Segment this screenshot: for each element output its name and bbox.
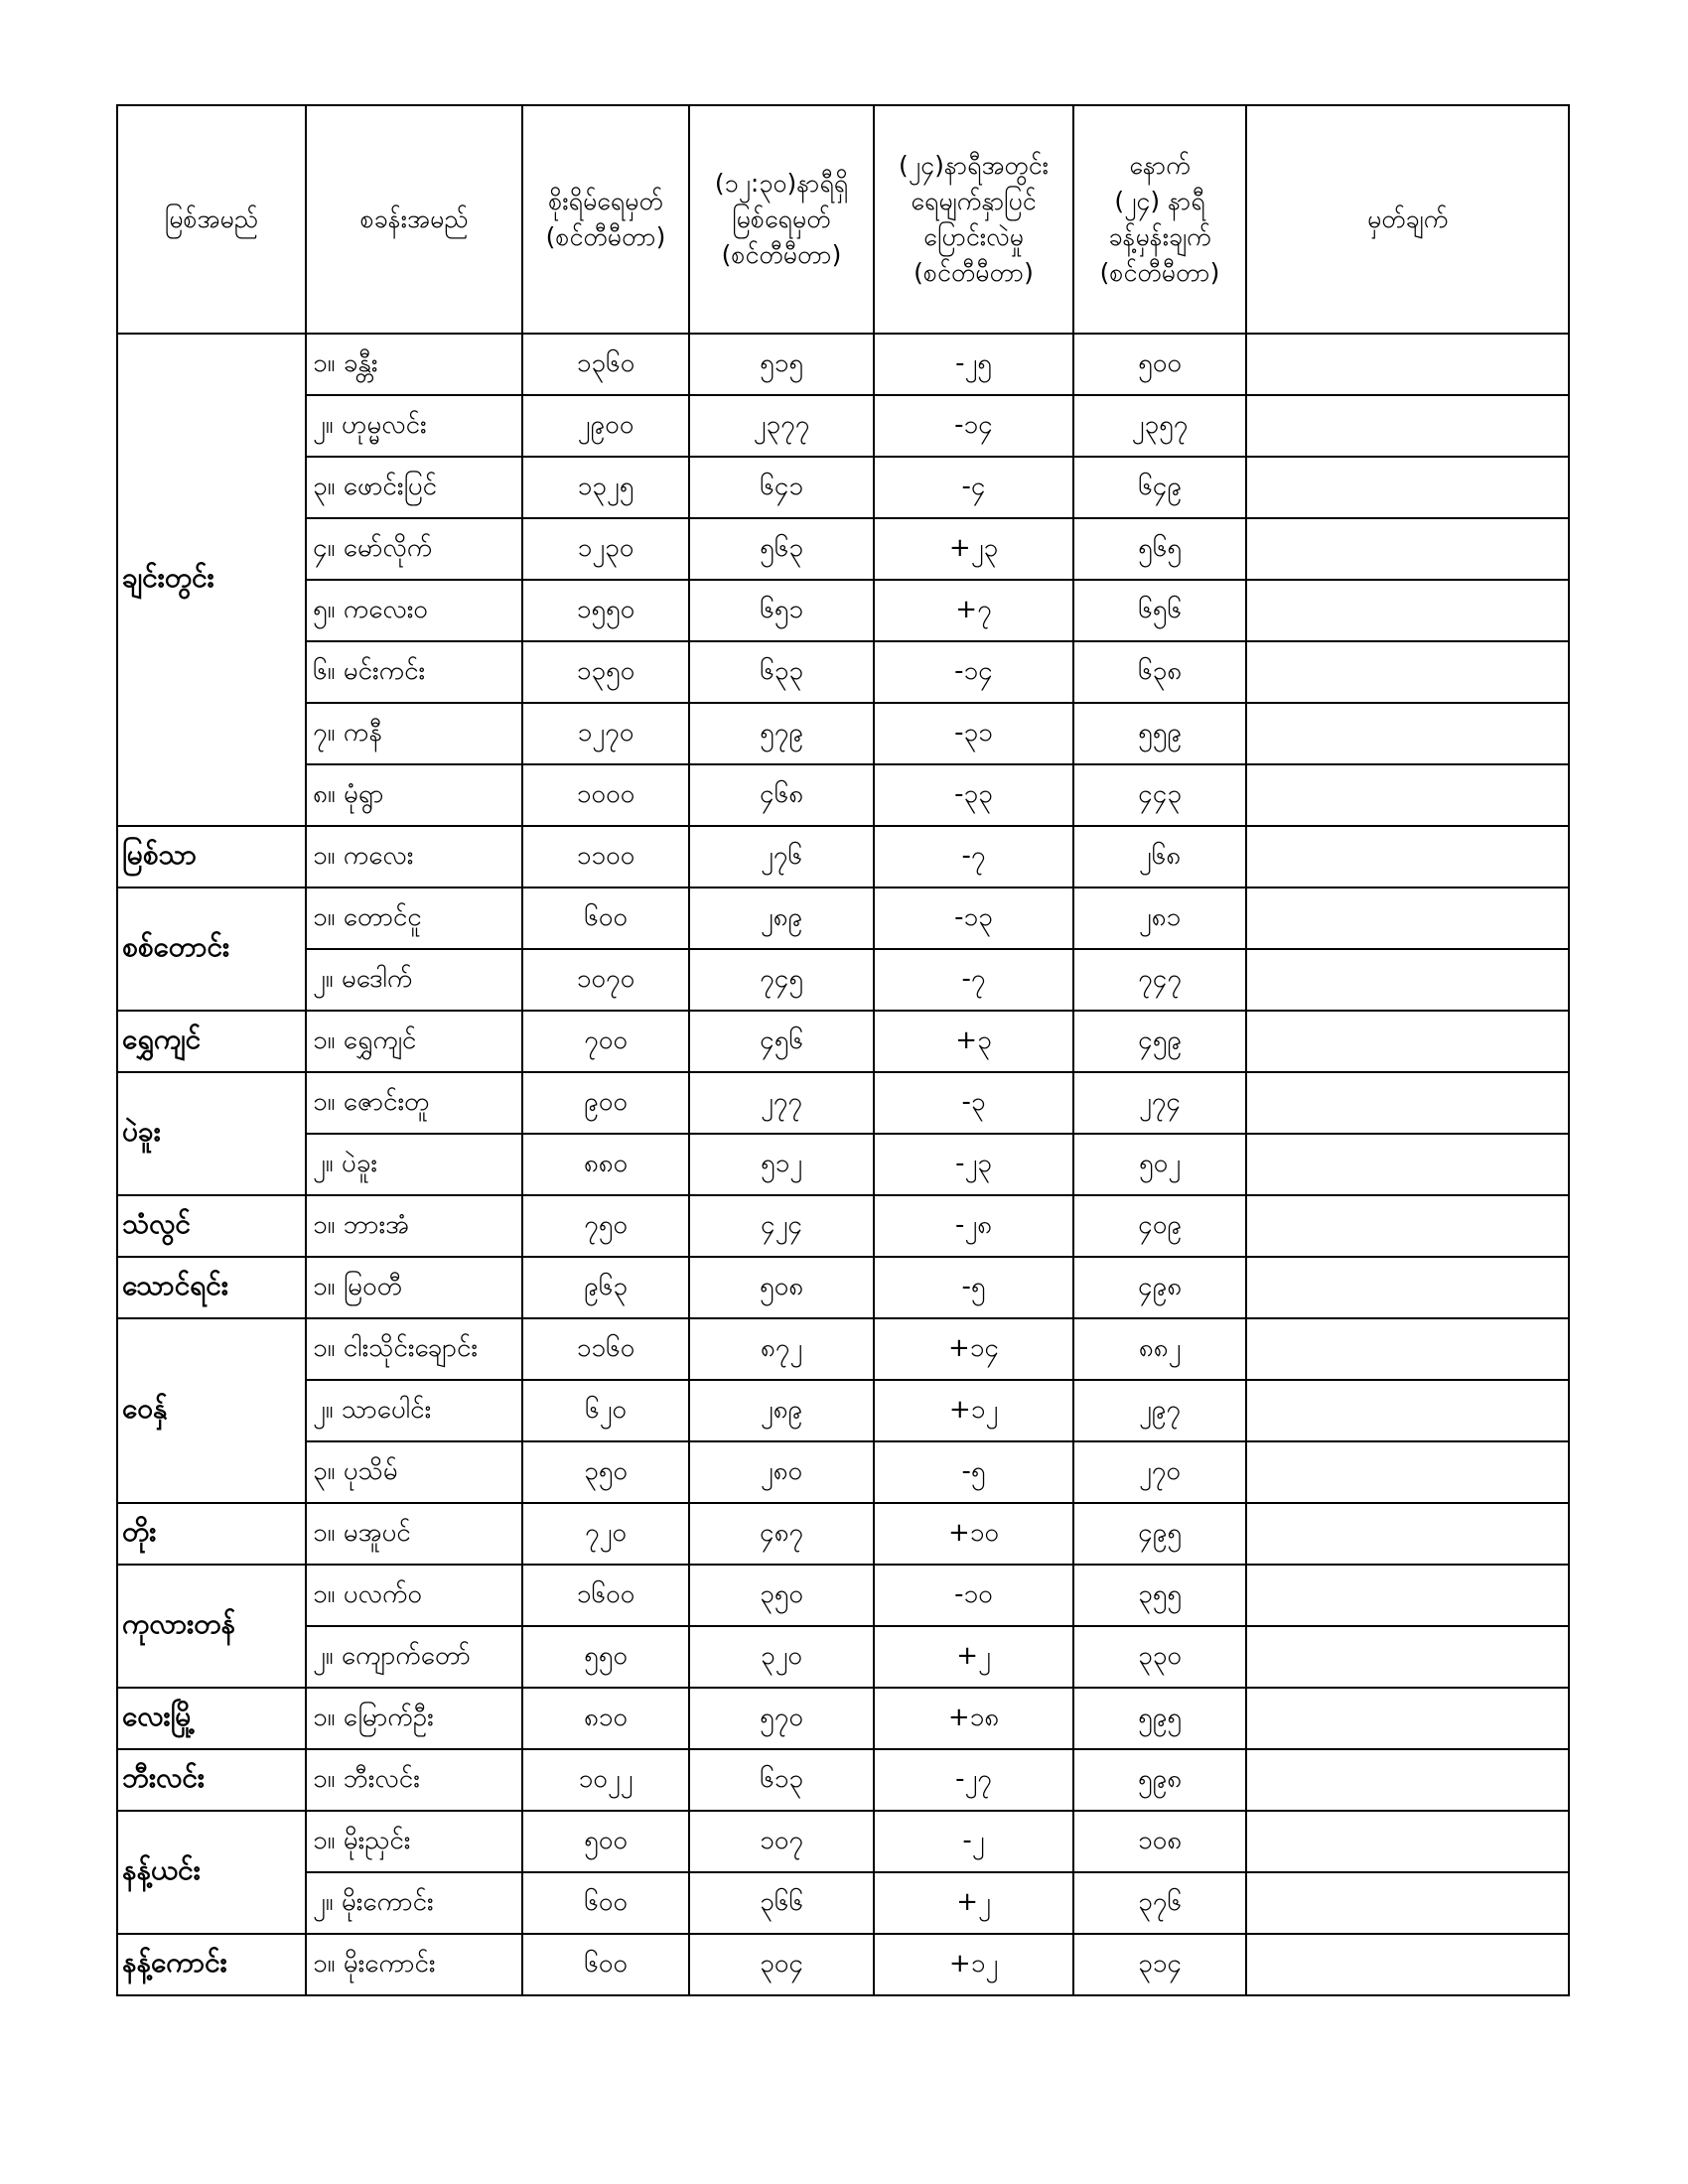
danger-level-cell: ၆၀၀ <box>522 1872 689 1934</box>
danger-level-cell: ၆၀၀ <box>522 887 689 949</box>
table-row <box>117 887 1569 949</box>
table-row <box>117 1934 1569 1995</box>
table-row <box>117 1688 1569 1749</box>
forecast-cell: ၄၅၉ <box>1073 1011 1246 1072</box>
forecast-cell: ၄၉၈ <box>1073 1257 1246 1318</box>
station-name-cell: ၁။ ကလေး <box>306 826 522 887</box>
danger-level-cell: ၁၀၇၀ <box>522 949 689 1011</box>
river-name-cell: ဘီးလင်း <box>117 1749 306 1811</box>
current-level-cell: ၆၅၁ <box>689 580 874 641</box>
table-row <box>117 641 1569 703</box>
danger-level-cell: ၅၅၀ <box>522 1626 689 1688</box>
remark-cell <box>1246 1503 1569 1565</box>
forecast-cell: ၅၉၈ <box>1073 1749 1246 1811</box>
table-row <box>117 1626 1569 1688</box>
header-24h-change: (၂၄)နာရီအတွင်း ရေမျက်နှာပြင် ပြောင်းလဲမှု (စင်တီမီတာ) <box>874 105 1073 334</box>
table-row <box>117 1072 1569 1134</box>
table-row <box>117 1749 1569 1811</box>
danger-level-cell: ၁၃၆၀ <box>522 334 689 395</box>
remark-cell <box>1246 764 1569 826</box>
change-cell: -၂ <box>874 1811 1073 1872</box>
danger-level-cell: ၁၀၂၂ <box>522 1749 689 1811</box>
danger-level-cell: ၃၅၀ <box>522 1441 689 1503</box>
change-cell: +၃ <box>874 1011 1073 1072</box>
current-level-cell: ၅၇၀ <box>689 1688 874 1749</box>
current-level-cell: ၈၇၂ <box>689 1318 874 1380</box>
change-cell: -၁၄ <box>874 641 1073 703</box>
forecast-cell: ၅၀၀ <box>1073 334 1246 395</box>
header-remark: မှတ်ချက် <box>1246 105 1569 334</box>
remark-cell <box>1246 887 1569 949</box>
station-name-cell: ၄။ မော်လိုက် <box>306 518 522 580</box>
table-row <box>117 1011 1569 1072</box>
danger-level-cell: ၇၅၀ <box>522 1195 689 1257</box>
change-cell: +၁၀ <box>874 1503 1073 1565</box>
forecast-cell: ၃၇၆ <box>1073 1872 1246 1934</box>
remark-cell <box>1246 518 1569 580</box>
change-cell: -၁၃ <box>874 887 1073 949</box>
river-name-cell: ကုလားတန် <box>117 1565 306 1688</box>
danger-level-cell: ၁၃၅၀ <box>522 641 689 703</box>
forecast-cell: ၂၆၈ <box>1073 826 1246 887</box>
table-row <box>117 1380 1569 1441</box>
remark-cell <box>1246 826 1569 887</box>
forecast-cell: ၃၃၀ <box>1073 1626 1246 1688</box>
header-river: မြစ်အမည် <box>117 105 306 334</box>
table-row <box>117 764 1569 826</box>
change-cell: -၅ <box>874 1441 1073 1503</box>
danger-level-cell: ၁၃၂၅ <box>522 457 689 518</box>
header-row <box>117 105 1569 334</box>
river-name-cell: စစ်တောင်း <box>117 887 306 1011</box>
station-name-cell: ၁။ မအူပင် <box>306 1503 522 1565</box>
forecast-cell: ၅၀၂ <box>1073 1134 1246 1195</box>
remark-cell <box>1246 1380 1569 1441</box>
current-level-cell: ၃၆၆ <box>689 1872 874 1934</box>
river-name-cell: ချင်းတွင်း <box>117 334 306 826</box>
danger-level-cell: ၆၂၀ <box>522 1380 689 1441</box>
current-level-cell: ၆၄၁ <box>689 457 874 518</box>
table-row <box>117 1257 1569 1318</box>
remark-cell <box>1246 1195 1569 1257</box>
danger-level-cell: ၁၂၇၀ <box>522 703 689 764</box>
change-cell: -၂၈ <box>874 1195 1073 1257</box>
forecast-cell: ၃၅၅ <box>1073 1565 1246 1626</box>
current-level-cell: ၂၈၀ <box>689 1441 874 1503</box>
table-row <box>117 1134 1569 1195</box>
river-name-cell: နန့်ယင်း <box>117 1811 306 1934</box>
forecast-cell: ၂၃၅၇ <box>1073 395 1246 457</box>
remark-cell <box>1246 641 1569 703</box>
table-row <box>117 1811 1569 1872</box>
current-level-cell: ၅၇၉ <box>689 703 874 764</box>
station-name-cell: ၁။ ငါးသိုင်းချောင်း <box>306 1318 522 1380</box>
station-name-cell: ၁။ တောင်ငူ <box>306 887 522 949</box>
change-cell: +၁၂ <box>874 1934 1073 1995</box>
current-level-cell: ၂၈၉ <box>689 887 874 949</box>
remark-cell <box>1246 395 1569 457</box>
danger-level-cell: ၇၀၀ <box>522 1011 689 1072</box>
station-name-cell: ၂။ ဟုမ္မလင်း <box>306 395 522 457</box>
danger-level-cell: ၂၉၀၀ <box>522 395 689 457</box>
current-level-cell: ၄၅၆ <box>689 1011 874 1072</box>
station-name-cell: ၂။ သာပေါင်း <box>306 1380 522 1441</box>
current-level-cell: ၃၅၀ <box>689 1565 874 1626</box>
current-level-cell: ၃၀၄ <box>689 1934 874 1995</box>
change-cell: +၇ <box>874 580 1073 641</box>
remark-cell <box>1246 1318 1569 1380</box>
remark-cell <box>1246 1749 1569 1811</box>
change-cell: +၂၃ <box>874 518 1073 580</box>
river-water-level-table <box>116 104 1570 1996</box>
table-row <box>117 580 1569 641</box>
forecast-cell: ၂၇၄ <box>1073 1072 1246 1134</box>
remark-cell <box>1246 1072 1569 1134</box>
remark-cell <box>1246 1565 1569 1626</box>
forecast-cell: ၁၀၈ <box>1073 1811 1246 1872</box>
remark-cell <box>1246 1441 1569 1503</box>
forecast-cell: ၇၄၇ <box>1073 949 1246 1011</box>
remark-cell <box>1246 1626 1569 1688</box>
forecast-cell: ၄၉၅ <box>1073 1503 1246 1565</box>
current-level-cell: ၄၂၄ <box>689 1195 874 1257</box>
current-level-cell: ၂၃၇၇ <box>689 395 874 457</box>
change-cell: -၃ <box>874 1072 1073 1134</box>
river-name-cell: နန့်ကောင်း <box>117 1934 306 1995</box>
danger-level-cell: ၉၆၃ <box>522 1257 689 1318</box>
header-station: စခန်းအမည် <box>306 105 522 334</box>
forecast-cell: ၂၉၇ <box>1073 1380 1246 1441</box>
current-level-cell: ၅၁၅ <box>689 334 874 395</box>
change-cell: -၅ <box>874 1257 1073 1318</box>
table-row <box>117 1872 1569 1934</box>
table-row <box>117 518 1569 580</box>
station-name-cell: ၁။ မြောက်ဦး <box>306 1688 522 1749</box>
station-name-cell: ၁။ မိုးကောင်း <box>306 1934 522 1995</box>
forecast-cell: ၂၈၁ <box>1073 887 1246 949</box>
danger-level-cell: ၉၀၀ <box>522 1072 689 1134</box>
station-name-cell: ၃။ ပုသိမ် <box>306 1441 522 1503</box>
station-name-cell: ၁။ မြဝတီ <box>306 1257 522 1318</box>
river-name-cell: ရွှေကျင် <box>117 1011 306 1072</box>
river-name-cell: ဝေနှ် <box>117 1318 306 1503</box>
danger-level-cell: ၁၁၆၀ <box>522 1318 689 1380</box>
danger-level-cell: ၁၁၀၀ <box>522 826 689 887</box>
change-cell: -၄ <box>874 457 1073 518</box>
table-row <box>117 1441 1569 1503</box>
danger-level-cell: ၁၂၃၀ <box>522 518 689 580</box>
current-level-cell: ၇၄၅ <box>689 949 874 1011</box>
forecast-cell: ၅၉၅ <box>1073 1688 1246 1749</box>
remark-cell <box>1246 949 1569 1011</box>
station-name-cell: ၁။ ဘားအံ <box>306 1195 522 1257</box>
river-name-cell: လေးမြို့ <box>117 1688 306 1749</box>
forecast-cell: ၈၈၂ <box>1073 1318 1246 1380</box>
current-level-cell: ၁၀၇ <box>689 1811 874 1872</box>
current-level-cell: ၃၂၀ <box>689 1626 874 1688</box>
danger-level-cell: ၁၀၀၀ <box>522 764 689 826</box>
current-level-cell: ၂၈၉ <box>689 1380 874 1441</box>
station-name-cell: ၁။ ပလက်ဝ <box>306 1565 522 1626</box>
change-cell: +၂ <box>874 1872 1073 1934</box>
remark-cell <box>1246 334 1569 395</box>
forecast-cell: ၆၅၆ <box>1073 580 1246 641</box>
remark-cell <box>1246 1011 1569 1072</box>
table-body <box>117 334 1569 1995</box>
forecast-cell: ၂၇၀ <box>1073 1441 1246 1503</box>
river-name-cell: သောင်ရင်း <box>117 1257 306 1318</box>
header-forecast: နောက် (၂၄) နာရီ ခန့်မှန်းချက် (စင်တီမီတာ) <box>1073 105 1246 334</box>
station-name-cell: ၇။ ကနီ <box>306 703 522 764</box>
current-level-cell: ၄၆၈ <box>689 764 874 826</box>
station-name-cell: ၈။ မုံရွာ <box>306 764 522 826</box>
forecast-cell: ၅၅၉ <box>1073 703 1246 764</box>
current-level-cell: ၂၇၆ <box>689 826 874 887</box>
current-level-cell: ၄၈၇ <box>689 1503 874 1565</box>
remark-cell <box>1246 703 1569 764</box>
danger-level-cell: ၅၀၀ <box>522 1811 689 1872</box>
current-level-cell: ၂၇၇ <box>689 1072 874 1134</box>
change-cell: +၁၈ <box>874 1688 1073 1749</box>
current-level-cell: ၅၁၂ <box>689 1134 874 1195</box>
table-row <box>117 703 1569 764</box>
station-name-cell: ၁။ ဘီးလင်း <box>306 1749 522 1811</box>
change-cell: -၂၃ <box>874 1134 1073 1195</box>
change-cell: -၂၅ <box>874 334 1073 395</box>
change-cell: -၁၀ <box>874 1565 1073 1626</box>
change-cell: +၁၄ <box>874 1318 1073 1380</box>
remark-cell <box>1246 1257 1569 1318</box>
station-name-cell: ၃။ ဖောင်းပြင် <box>306 457 522 518</box>
change-cell: -၇ <box>874 826 1073 887</box>
station-name-cell: ၅။ ကလေးဝ <box>306 580 522 641</box>
table-row <box>117 949 1569 1011</box>
current-level-cell: ၅၆၃ <box>689 518 874 580</box>
table-row <box>117 334 1569 395</box>
station-name-cell: ၂။ မိုးကောင်း <box>306 1872 522 1934</box>
table-row <box>117 1195 1569 1257</box>
table-row <box>117 826 1569 887</box>
header-current-level: (၁၂:၃၀)နာရီရှိ မြစ်ရေမှတ် (စင်တီမီတာ) <box>689 105 874 334</box>
table-row <box>117 1565 1569 1626</box>
remark-cell <box>1246 1811 1569 1872</box>
current-level-cell: ၆၃၃ <box>689 641 874 703</box>
forecast-cell: ၆၄၉ <box>1073 457 1246 518</box>
current-level-cell: ၅၀၈ <box>689 1257 874 1318</box>
forecast-cell: ၅၆၅ <box>1073 518 1246 580</box>
change-cell: -၂၇ <box>874 1749 1073 1811</box>
remark-cell <box>1246 1688 1569 1749</box>
change-cell: -၃၃ <box>874 764 1073 826</box>
remark-cell <box>1246 1872 1569 1934</box>
station-name-cell: ၁။ မိုးညှင်း <box>306 1811 522 1872</box>
river-name-cell: ပဲခူး <box>117 1072 306 1195</box>
station-name-cell: ၁။ ဇောင်းတူ <box>306 1072 522 1134</box>
change-cell: -၁၄ <box>874 395 1073 457</box>
danger-level-cell: ၁၅၅၀ <box>522 580 689 641</box>
station-name-cell: ၁။ ခန္တီး <box>306 334 522 395</box>
remark-cell <box>1246 457 1569 518</box>
river-name-cell: တိုး <box>117 1503 306 1565</box>
danger-level-cell: ၆၀၀ <box>522 1934 689 1995</box>
forecast-cell: ၄၀၉ <box>1073 1195 1246 1257</box>
remark-cell <box>1246 580 1569 641</box>
header-danger-level: စိုးရိမ်ရေမှတ် (စင်တီမီတာ) <box>522 105 689 334</box>
remark-cell <box>1246 1134 1569 1195</box>
current-level-cell: ၆၁၃ <box>689 1749 874 1811</box>
forecast-cell: ၃၁၄ <box>1073 1934 1246 1995</box>
change-cell: +၁၂ <box>874 1380 1073 1441</box>
station-name-cell: ၆။ မင်းကင်း <box>306 641 522 703</box>
table-row <box>117 1503 1569 1565</box>
station-name-cell: ၂။ ကျောက်တော် <box>306 1626 522 1688</box>
danger-level-cell: ၇၂၀ <box>522 1503 689 1565</box>
remark-cell <box>1246 1934 1569 1995</box>
river-name-cell: မြစ်သာ <box>117 826 306 887</box>
station-name-cell: ၂။ မဒေါက် <box>306 949 522 1011</box>
table-row <box>117 457 1569 518</box>
change-cell: -၇ <box>874 949 1073 1011</box>
table-row <box>117 395 1569 457</box>
danger-level-cell: ၁၆၀၀ <box>522 1565 689 1626</box>
change-cell: +၂ <box>874 1626 1073 1688</box>
danger-level-cell: ၈၁၀ <box>522 1688 689 1749</box>
river-name-cell: သံလွင် <box>117 1195 306 1257</box>
change-cell: -၃၁ <box>874 703 1073 764</box>
station-name-cell: ၁။ ရွှေကျင် <box>306 1011 522 1072</box>
station-name-cell: ၂။ ပဲခူး <box>306 1134 522 1195</box>
forecast-cell: ၆၃၈ <box>1073 641 1246 703</box>
forecast-cell: ၄၄၃ <box>1073 764 1246 826</box>
danger-level-cell: ၈၈၀ <box>522 1134 689 1195</box>
table-row <box>117 1318 1569 1380</box>
